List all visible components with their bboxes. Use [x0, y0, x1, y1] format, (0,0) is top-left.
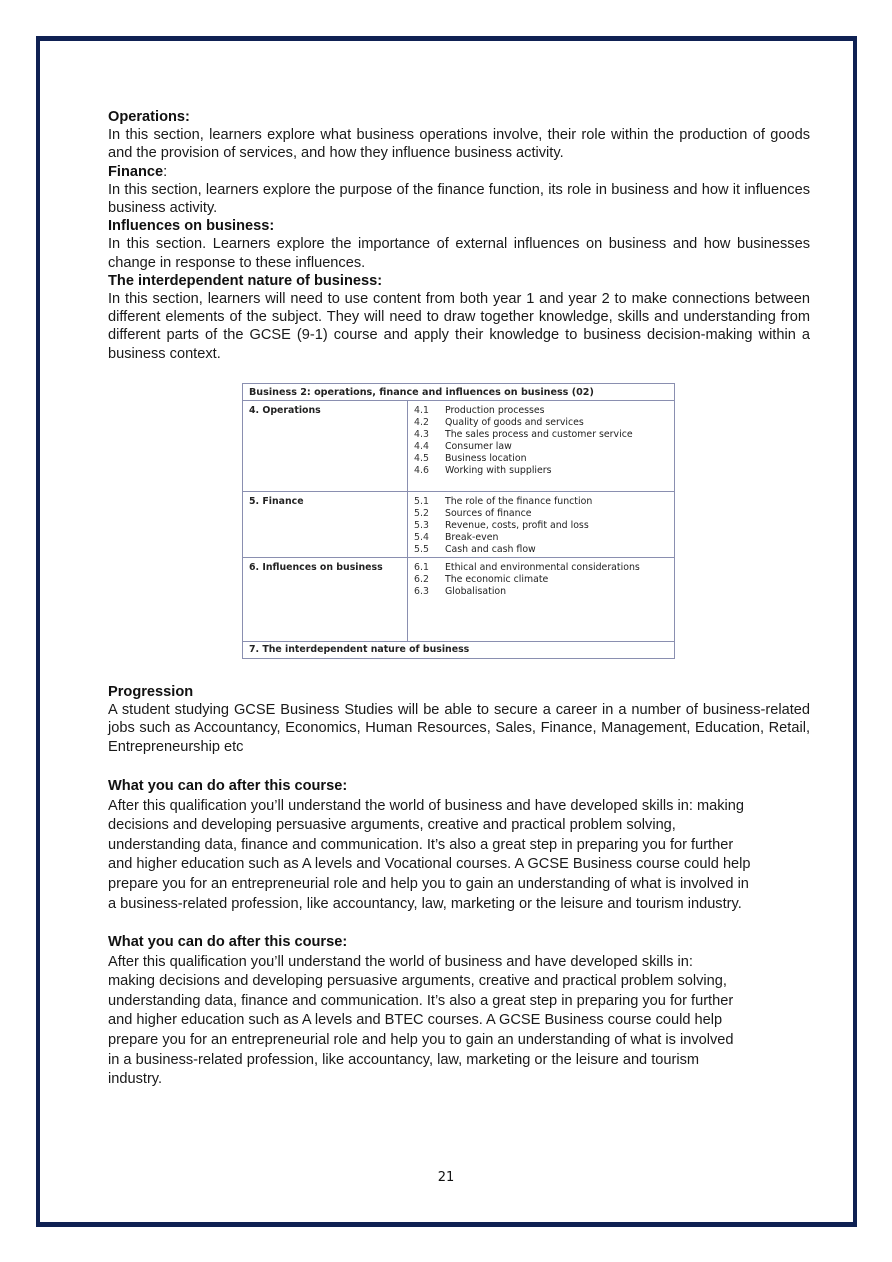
list-item	[414, 405, 633, 417]
item-text: Working with suppliers	[445, 465, 552, 477]
item-text: Consumer law	[445, 441, 512, 453]
after-course-line: understanding data, finance and communication. It’s also a great step in preparing you for further	[108, 836, 734, 853]
item-number: 6.3	[414, 586, 429, 598]
row-label: 6. Influences on business	[249, 562, 383, 573]
item-text: Sources of finance	[445, 508, 532, 520]
list-item	[414, 544, 592, 556]
page-number: 21	[437, 1170, 455, 1185]
item-number: 4.5	[414, 453, 429, 465]
after-course-line: in a business-related profession, like accountancy, law, marketing or the leisure and tourism	[108, 1051, 700, 1068]
list-item	[414, 574, 640, 586]
list-item	[414, 453, 633, 465]
row-items	[414, 496, 592, 556]
table-title: Business 2: operations, finance and influences on business (02)	[243, 384, 674, 401]
progression-section	[108, 683, 810, 756]
item-number: 4.6	[414, 465, 429, 477]
row-label: 4. Operations	[249, 405, 321, 416]
after-course-line: a business-related profession, like accountancy, law, marketing or the leisure and tourism industry.	[108, 895, 742, 912]
table-row	[243, 401, 674, 492]
after-course-section-1	[108, 777, 810, 914]
item-number: 5.1	[414, 496, 429, 507]
item-number: 5.5	[414, 544, 429, 556]
specification-table	[242, 383, 675, 659]
list-item	[414, 441, 633, 453]
item-number: 6.1	[414, 562, 429, 573]
list-item	[414, 465, 633, 477]
section-heading-operations: Operations:	[108, 109, 190, 125]
after-course-section-2	[108, 933, 810, 1090]
unit-descriptions	[108, 108, 810, 363]
row-items	[414, 562, 640, 598]
section-heading-finance	[108, 163, 810, 181]
section-heading-interdependent: The interdependent nature of business:	[108, 272, 383, 289]
finance-heading-text: Finance	[108, 163, 164, 180]
item-number: 5.3	[414, 520, 429, 532]
item-text: Quality of goods and services	[445, 417, 584, 429]
section-body-operations: In this section, learners explore what business operations involve, their role within the production of goods and the provision of services, and how they influence business activity.	[108, 127, 810, 162]
after-course-line: prepare you for an entrepreneurial role and help you to gain an understanding of what is involved	[108, 1031, 734, 1048]
after-course-line: prepare you for an entrepreneurial role and help you to gain an understanding of what is involved in	[108, 875, 749, 892]
after-course-heading-2: What you can do after this course:	[108, 934, 348, 950]
section-body-influences: In this section. Learners explore the importance of external influences on business and how businesses change in response to these influences.	[108, 236, 810, 271]
list-item	[414, 508, 592, 520]
item-number: 5.4	[414, 532, 429, 544]
item-text: Revenue, costs, profit and loss	[445, 520, 589, 532]
item-text: Business location	[445, 453, 527, 465]
after-course-line: industry.	[108, 1071, 163, 1088]
after-course-line: and higher education such as A levels and BTEC courses. A GCSE Business course could help	[108, 1012, 723, 1029]
section-body-interdependent: In this section, learners will need to use content from both year 1 and year 2 to make connections between different elements of the subject. They will need to draw together knowledge, skills and understanding from different parts of the GCSE (9-1) course and apply their knowledge to business decision-making within a business context.	[108, 291, 810, 362]
item-text: The role of the finance function	[445, 496, 593, 507]
row-label: 5. Finance	[249, 496, 304, 507]
item-number: 5.2	[414, 508, 429, 520]
item-text: Production processes	[445, 405, 545, 416]
list-item	[414, 586, 640, 598]
column-divider	[407, 401, 408, 491]
item-number: 4.2	[414, 417, 429, 429]
section-heading-influences: Influences on business:	[108, 218, 275, 235]
list-item	[414, 496, 592, 508]
after-course-heading-1: What you can do after this course:	[108, 778, 348, 794]
list-item	[414, 532, 592, 544]
table-row	[243, 492, 674, 558]
item-text: Break-even	[445, 532, 499, 544]
item-number: 4.1	[414, 405, 429, 416]
row-items	[414, 405, 633, 478]
after-course-line: After this qualification you’ll understand the world of business and have developed skills in: making	[108, 797, 745, 814]
section-body-finance: In this section, learners explore the purpose of the finance function, its role in business and how it influences business activity.	[108, 181, 810, 217]
finance-heading-colon: :	[163, 163, 168, 180]
item-number: 4.3	[414, 429, 429, 441]
item-text: Cash and cash flow	[445, 544, 536, 556]
list-item	[414, 417, 633, 429]
column-divider	[407, 492, 408, 557]
after-course-line: decisions and developing persuasive arguments, creative and practical problem solving,	[108, 817, 676, 834]
item-number: 6.2	[414, 574, 429, 586]
table-row	[243, 558, 674, 642]
item-text: The economic climate	[445, 574, 549, 586]
list-item	[414, 429, 633, 441]
after-course-line: understanding data, finance and communication. It’s also a great step in preparing you for further	[108, 992, 734, 1009]
progression-heading: Progression	[108, 684, 194, 700]
after-course-line: After this qualification you’ll understand the world of business and have developed skills in:	[108, 953, 693, 970]
table-footer-row: 7. The interdependent nature of business	[249, 644, 470, 655]
column-divider	[407, 558, 408, 641]
item-text: Ethical and environmental considerations	[445, 562, 640, 573]
item-number: 4.4	[414, 441, 429, 453]
after-course-line: and higher education such as A levels and Vocational courses. A GCSE Business course could help	[108, 856, 751, 873]
after-course-line: making decisions and developing persuasive arguments, creative and practical problem solving,	[108, 973, 727, 990]
item-text: Globalisation	[445, 586, 507, 598]
list-item	[414, 520, 592, 532]
progression-body: A student studying GCSE Business Studies will be able to secure a career in a number of business-related jobs such as Accountancy, Economics, Human Resources, Sales, Finance, Management, Education, Retail, Entrepreneurship etc	[108, 702, 810, 755]
list-item	[414, 562, 640, 574]
item-text: The sales process and customer service	[445, 429, 633, 441]
